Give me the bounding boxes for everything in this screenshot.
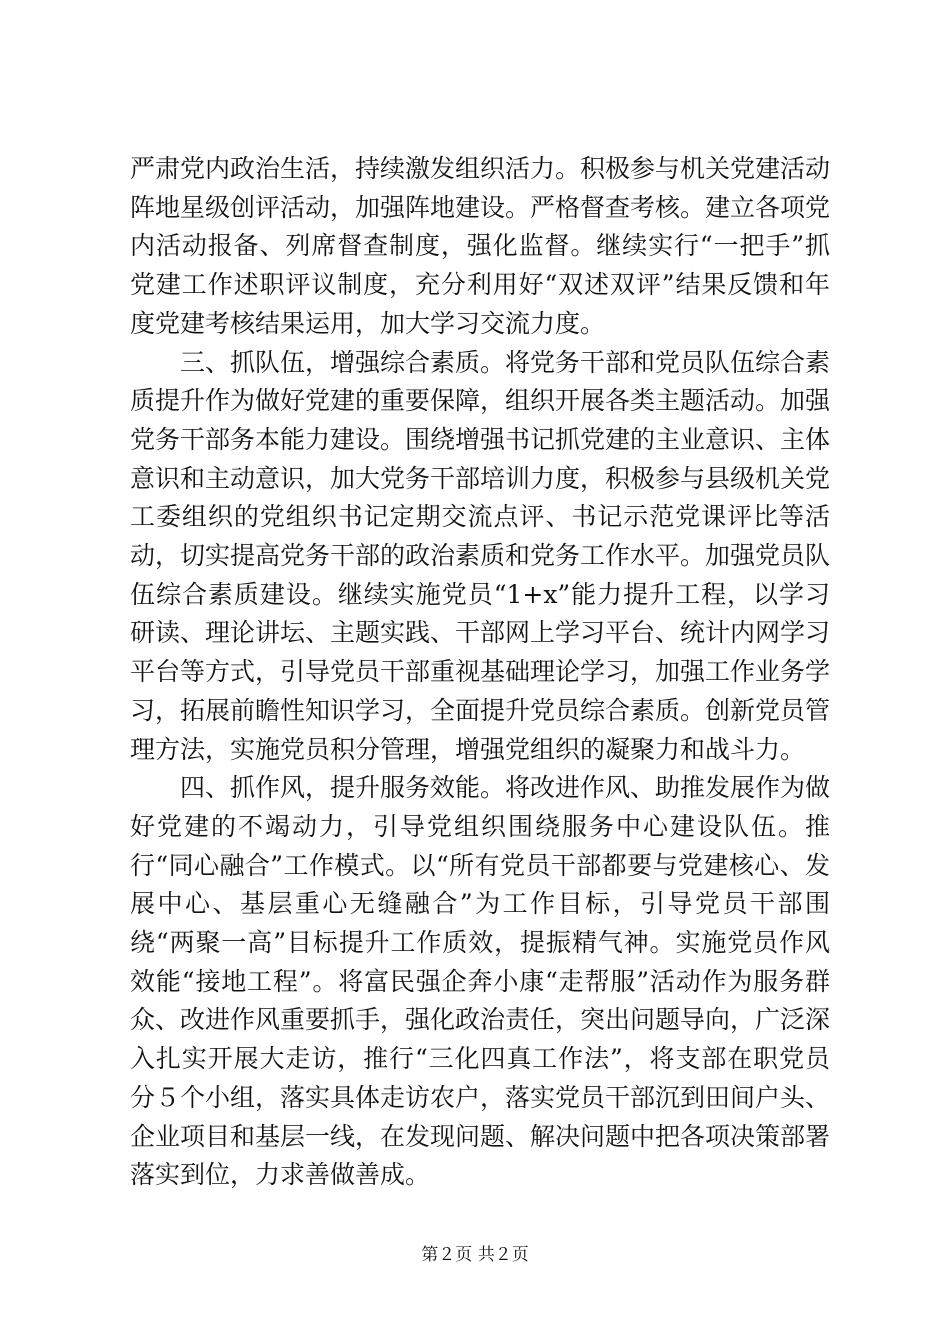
document-body — [130, 150, 830, 1195]
page-number-footer: 第２页 共２页 — [421, 1245, 529, 1265]
paragraph-section-four: 四、抓作风，提升服务效能。将改进作风、助推发展作为做好党建的不竭动力，引导党组织围绕服务中心建设队伍。推行“同心融合”工作模式。以“所有党员干部都要与党建核心、发展中心、基层重心无缝融合”为工作目标，引导党员干部围绕“两聚一高”目标提升工作质效，提振精气神。实施党员作风效能“接地工程”。将富民强企奔小康“走帮服”活动作为服务群众、改进作风重要抓手，强化政治责任，突出问题导向，广泛深入扎实开展大走访，推行“三化四真工作法”，将支部在职党员分５个小组，落实具体走访农户，落实党员干部沉到田间户头、企业项目和基层一线，在发现问题、解决问题中把各项决策部署落实到位，力求善做善成。 — [130, 773, 831, 1190]
paragraph-continuation: 严肃党内政治生活，持续激发组织活力。积极参与机关党建活动阵地星级创评活动，加强阵地建设。严格督查考核。建立各项党内活动报备、列席督查制度，强化监督。继续实行“一把手”抓党建工作述职评议制度，充分利用好“双述双评”结果反馈和年度党建考核结果运用，加大学习交流力度。 — [130, 154, 831, 338]
paragraph-section-three: 三、抓队伍，增强综合素质。将党务干部和党员队伍综合素质提升作为做好党建的重要保障，组织开展各类主题活动。加强党务干部务本能力建设。围绕增强书记抓党建的主业意识、主体意识和主动意识，加大党务干部培训力度，积极参与县级机关党工委组织的党组织书记定期交流点评、书记示范党课评比等活动，切实提高党务干部的政治素质和党务工作水平。加强党员队伍综合素质建设。继续实施党员“1+x”能力提升工程，以学习研读、理论讲坛、主题实践、干部网上学习平台、统计内网学习平台等方式，引导党员干部重视基础理论学习，加强工作业务学习，拓展前瞻性知识学习，全面提升党员综合素质。创新党员管理方法，实施党员积分管理，增强党组织的凝聚力和战斗力。 — [130, 347, 831, 764]
